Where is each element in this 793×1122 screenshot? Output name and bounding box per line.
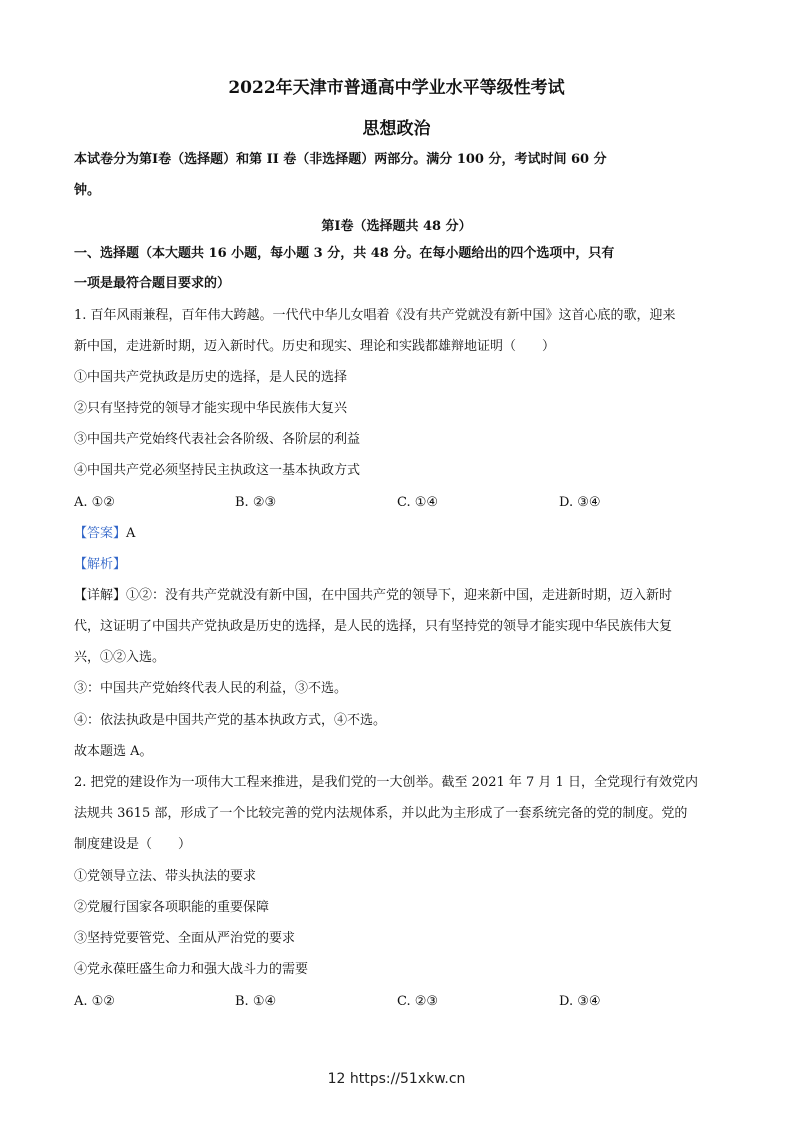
q1-detail-line-5: ④：依法执政是中国共产党的基本执政方式，④不选。 bbox=[74, 713, 387, 728]
q1-detail-line-1 bbox=[74, 587, 724, 605]
page-footer: 12 https://51xkw.cn bbox=[327, 1071, 466, 1087]
q2-option-d: D. ③④ bbox=[559, 994, 601, 1009]
answer-tag: 【答案】 bbox=[74, 526, 127, 541]
q2-item-3: ③坚持党要管党、全面从严治党的要求 bbox=[74, 931, 296, 946]
exam-subject: 思想政治 bbox=[362, 119, 431, 139]
q1-option-b: B. ②③ bbox=[235, 495, 277, 510]
q1-stem-line-1: 1. 百年风雨兼程，百年伟大跨越。一代代中华儿女唱着《没有共产党就没有新中国》这首心底的歌，迎来 bbox=[74, 308, 676, 323]
q1-item-2: ②只有坚持党的领导才能实现中华民族伟大复兴 bbox=[74, 401, 348, 416]
q1-detail-line-4: ③：中国共产党始终代表人民的利益，③不选。 bbox=[74, 681, 348, 696]
q1-option-d: D. ③④ bbox=[559, 495, 601, 510]
q1-item-3: ③中国共产党始终代表社会各阶级、各阶层的利益 bbox=[74, 432, 361, 447]
q1-conclusion: 故本题选 A。 bbox=[74, 744, 153, 759]
q2-item-1: ①党领导立法、带头执法的要求 bbox=[74, 869, 257, 884]
q1-item-4: ④中国共产党必须坚持民主执政这一基本执政方式 bbox=[74, 463, 361, 478]
q1-option-a: A. ①② bbox=[74, 495, 115, 510]
detail-tag: 【详解】 bbox=[74, 588, 127, 603]
q2-option-b: B. ①④ bbox=[235, 994, 277, 1009]
q1-analysis bbox=[74, 556, 724, 574]
q2-stem-line-2: 法规共 3615 部，形成了一个比较完善的党内法规体系，并以此为主形成了一套系统完备的党的制度。党的 bbox=[74, 806, 688, 821]
answer-value: A bbox=[126, 526, 136, 541]
q2-stem-line-3: 制度建设是（ ） bbox=[74, 837, 192, 852]
q1-answer bbox=[74, 525, 724, 543]
section-title: 第Ⅰ卷（选择题共 48 分） bbox=[321, 219, 472, 234]
q1-item-1: ①中国共产党执政是历史的选择，是人民的选择 bbox=[74, 370, 348, 385]
q1-detail-line-3: 兴，①②入选。 bbox=[74, 650, 166, 665]
detail-text-1: ①②：没有共产党就没有新中国，在中国共产党的领导下，迎来新中国，走进新时期，迈入新时 bbox=[126, 588, 673, 603]
q2-option-a: A. ①② bbox=[74, 994, 115, 1009]
intro-line-1: 本试卷分为第Ⅰ卷（选择题）和第 II 卷（非选择题）两部分。满分 100 分，考试时间 60 分 bbox=[74, 152, 607, 167]
instruction-line-2: 一项是最符合题目要求的） bbox=[74, 276, 231, 291]
exam-title: 2022年天津市普通高中学业水平等级性考试 bbox=[228, 78, 565, 98]
intro-line-2: 钟。 bbox=[74, 183, 101, 198]
q2-item-4: ④党永葆旺盛生命力和强大战斗力的需要 bbox=[74, 962, 309, 977]
q1-option-c: C. ①④ bbox=[397, 495, 439, 510]
q1-detail-line-2: 代，这证明了中国共产党执政是历史的选择，是人民的选择，只有坚持党的领导才能实现中华民族伟大复 bbox=[74, 619, 673, 634]
q2-stem-line-1: 2. 把党的建设作为一项伟大工程来推进，是我们党的一大创举。截至 2021 年 7 月 1 日，全党现行有效党内 bbox=[74, 775, 698, 790]
analysis-tag: 【解析】 bbox=[74, 557, 127, 572]
q2-option-c: C. ②③ bbox=[397, 994, 439, 1009]
q1-stem-line-2: 新中国，走进新时期，迈入新时代。历史和现实、理论和实践都雄辩地证明（ ） bbox=[74, 339, 556, 354]
instruction-line-1: 一、选择题（本大题共 16 小题，每小题 3 分，共 48 分。在每小题给出的四个选项中，只有 bbox=[74, 246, 615, 261]
q2-item-2: ②党履行国家各项职能的重要保障 bbox=[74, 900, 270, 915]
